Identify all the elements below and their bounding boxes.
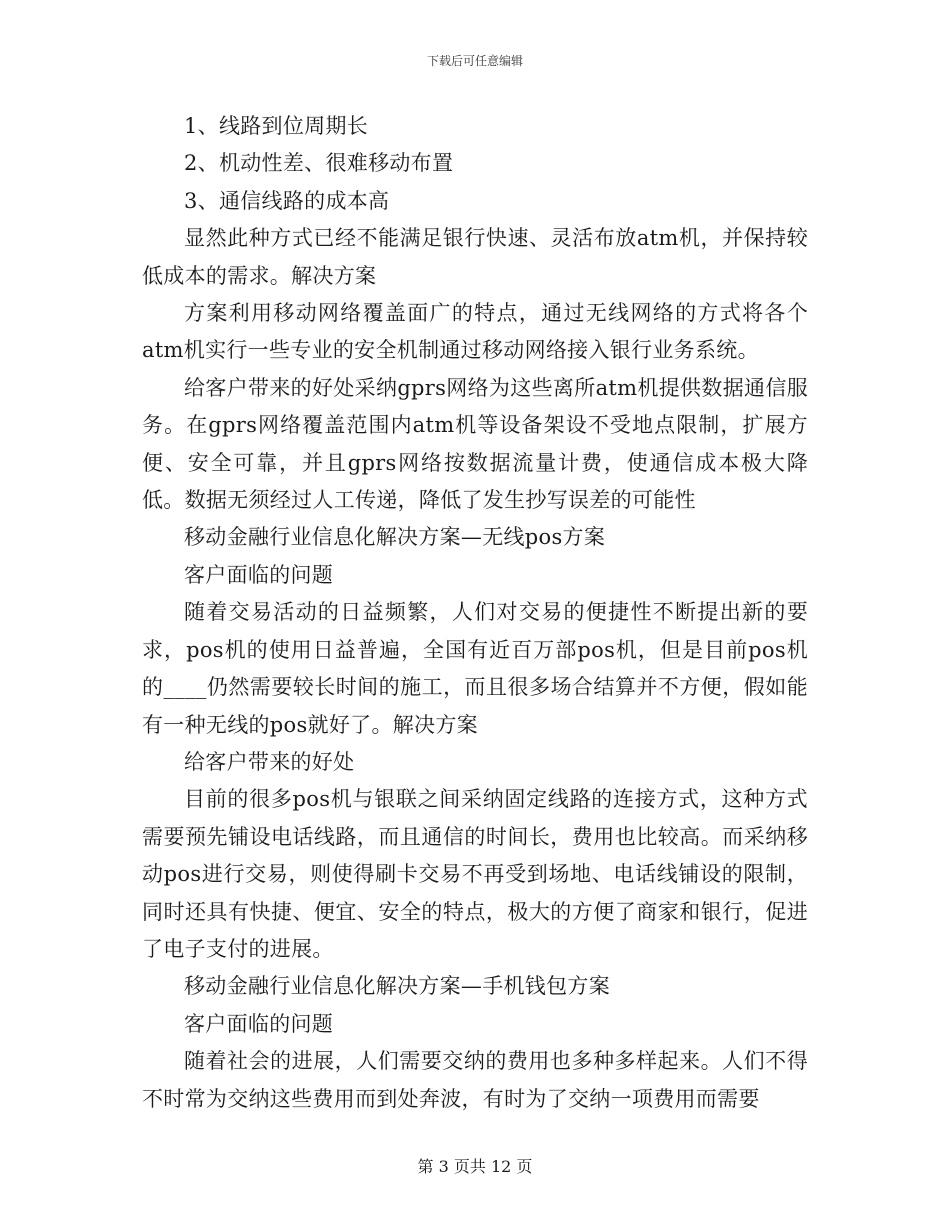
list-item-2: 2、机动性差、很难移动布置 (184, 151, 454, 176)
paragraph-atm-benefit: 给客户带来的好处采纳gprs网络为这些离所atm机提供数据通信服务。在gprs网络覆盖范围内atm机等设备架设不受地点限制，扩展方便、安全可靠，并且gprs网络按数据流量计费，使通信成本极大降低。数据无须经过人工传递，降低了发生抄写误差的可能性 (142, 375, 808, 513)
document-body (142, 108, 808, 1118)
paragraph-wallet-problem: 随着社会的进展，人们需要交纳的费用也多种多样起来。人们不得不时常为交纳这些费用而到处奔波，有时为了交纳一项费用而需要 (142, 1049, 808, 1111)
paragraph-pos-problem: 随着交易活动的日益频繁，人们对交易的便捷性不断提出新的要求，pos机的使用日益普遍，全国有近百万部pos机，但是目前pos机的____仍然需要较长时间的施工，而且很多场合结算并不方便，假如能有一种无线的pos就好了。解决方案 (142, 600, 808, 737)
page-number: 第 3 页共 12 页 (417, 1157, 533, 1176)
section-heading-wireless-pos: 移动金融行业信息化解决方案—无线pos方案 (184, 525, 606, 550)
subheading-customer-problem-2: 客户面临的问题 (184, 1011, 334, 1036)
section-heading-mobile-wallet: 移动金融行业信息化解决方案—手机钱包方案 (184, 974, 610, 999)
list-item-1: 1、线路到位周期长 (184, 114, 369, 138)
subheading-customer-problem: 客户面临的问题 (184, 562, 334, 587)
paragraph-pos-benefit: 目前的很多pos机与银联之间采纳固定线路的连接方式，这种方式需要预先铺设电话线路，而且通信的时间长，费用也比较高。而采纳移动pos进行交易，则使得刷卡交易不再受到场地、电话线铺设的限制，同时还具有快捷、便宜、安全的特点，极大的方便了商家和银行，促进了电子支付的进展。 (142, 787, 808, 961)
paragraph-atm-solution: 方案利用移动网络覆盖面广的特点，通过无线网络的方式将各个atm机实行一些专业的安全机制通过移动网络接入银行业务系统。 (142, 301, 808, 363)
list-item-3: 3、通信线路的成本高 (184, 188, 390, 213)
page-header: 下载后可任意编辑 (426, 54, 523, 68)
subheading-customer-benefit: 给客户带来的好处 (184, 749, 355, 774)
paragraph-atm-need: 显然此种方式已经不能满足银行快速、灵活布放atm机，并保持较低成本的需求。解决方案 (142, 226, 808, 288)
